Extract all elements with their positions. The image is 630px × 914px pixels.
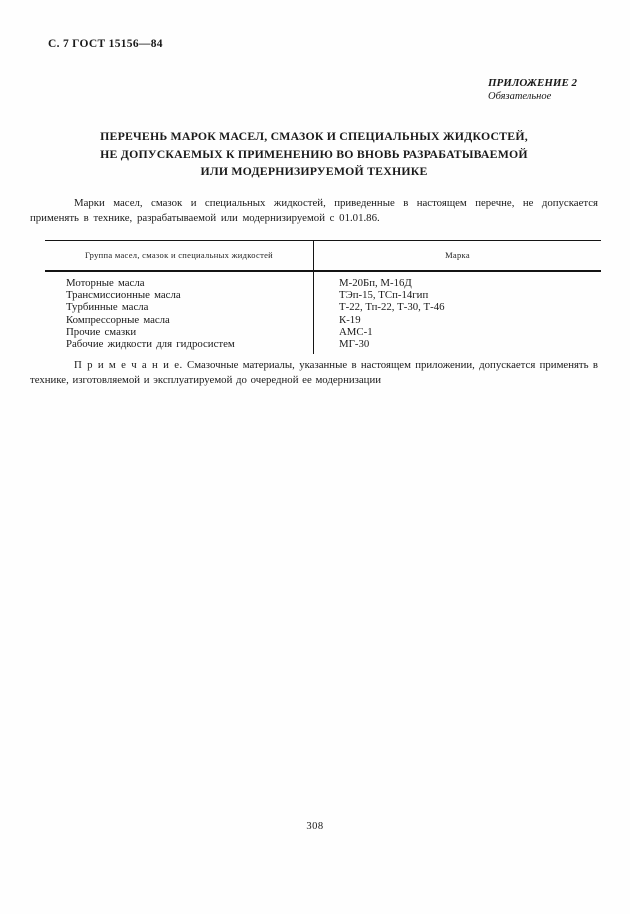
table-row [45, 271, 601, 289]
oils-table [45, 240, 601, 354]
table-cell-marks: МГ-30 [339, 338, 370, 351]
table-header-row [45, 241, 601, 272]
page-number: 308 [306, 821, 324, 832]
table-cell-group: Компрессорные масла [45, 314, 314, 326]
table-cell-group: Рабочие жидкости для гидросистем [45, 338, 314, 354]
table-row [45, 326, 601, 338]
appendix-subtitle: Обязательное [488, 91, 552, 102]
table-cell-group: Прочие смазки [45, 326, 314, 338]
table-cell-marks: АМС-1 [339, 325, 373, 338]
appendix-title: ПРИЛОЖЕНИЕ 2 [488, 77, 578, 89]
table-cell-marks: К-19 [339, 313, 361, 326]
table-cell-marks: ТЭп-15, ТСп-14гип [339, 289, 429, 302]
note-text: Смазочные материалы, указанные в настоящем приложении, допускается применять в технике, изготовляемой и эксплуатируемой до очередной ее модернизации [30, 359, 598, 386]
table-row [45, 301, 601, 313]
table-header [45, 241, 601, 272]
appendix-block [488, 76, 577, 104]
note-paragraph [30, 358, 598, 388]
intro-paragraph: Марки масел, смазок и специальных жидкостей, приведенные в настоящем перечне, не допускается применять в технике, разрабатываемой или модернизируемой с 01.01.86. [30, 197, 598, 224]
table-row [45, 289, 601, 301]
table-cell-marks: Т-22, Тп-22, Т-30, Т-46 [339, 301, 445, 314]
document-title [30, 128, 598, 181]
table-cell-group: Моторные масла [45, 271, 314, 289]
document-title-line: ИЛИ МОДЕРНИЗИРУЕМОЙ ТЕХНИКЕ [200, 164, 428, 178]
page-header-standard-number: С. 7 ГОСТ 15156—84 [48, 38, 163, 50]
table-cell-group: Турбинные масла [45, 301, 314, 313]
table-row [45, 338, 601, 354]
document-title-line: НЕ ДОПУСКАЕМЫХ К ПРИМЕНЕНИЮ ВО ВНОВЬ РАЗРАБАТЫВАЕМОЙ [100, 146, 528, 161]
table-body [45, 271, 601, 354]
table-cell-group: Трансмиссионные масла [45, 289, 314, 301]
table-header-group-column: Группа масел, смазок и специальных жидкостей [45, 241, 314, 272]
note-label: П р и м е ч а н и е. [74, 359, 183, 371]
table-header-mark-column: Марка [314, 241, 602, 272]
document-title-line: ПЕРЕЧЕНЬ МАРОК МАСЕЛ, СМАЗОК И СПЕЦИАЛЬНЫХ ЖИДКОСТЕЙ, [100, 129, 528, 143]
table-row [45, 314, 601, 326]
table-cell-marks: М-20Бп, М-16Д [339, 277, 412, 289]
